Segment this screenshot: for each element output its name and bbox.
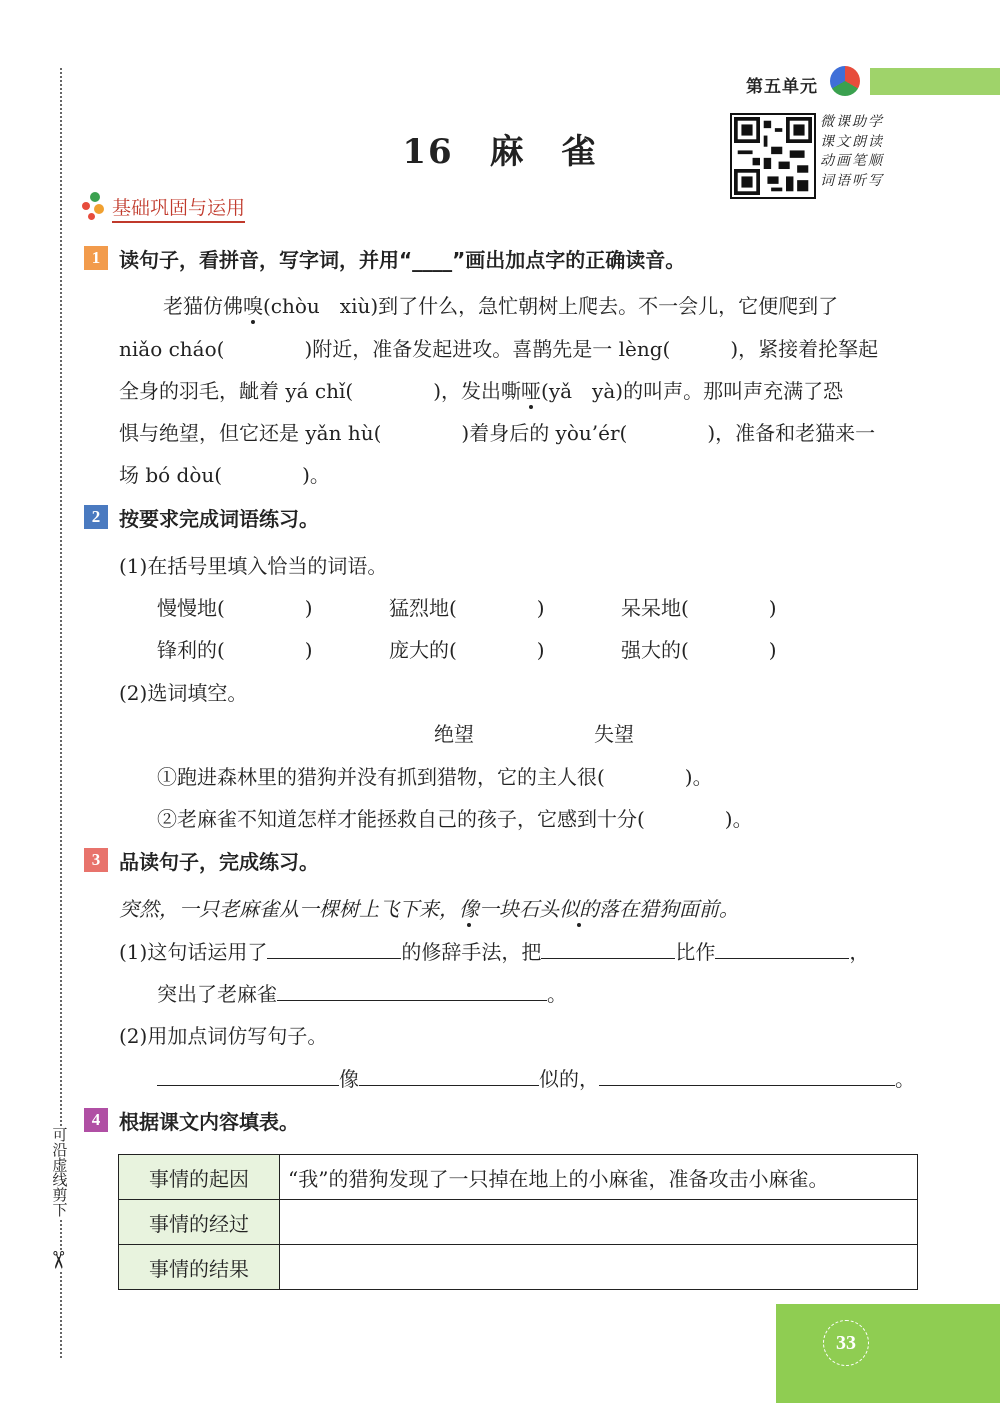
text: niǎo cháo( [119,337,225,361]
passage-line [119,417,875,446]
question-title: 根据课文内容填表。 [119,1110,299,1134]
text: )，发出嘶 [433,379,522,403]
section-bullet-icon [82,192,108,220]
answer-blank[interactable] [670,337,730,361]
text: 惧与绝望，但它还是 yǎn hù( [119,421,382,445]
dotted-char: 嗅 [243,294,263,318]
table-row [119,1200,918,1245]
text: 突然，一只老麻雀从一棵树上飞下来， [119,897,459,921]
text: )，准备和老猫来一 [707,421,876,445]
text: )着身后的 yòu’ér( [461,421,628,445]
scissors-icon: ✂ [44,1249,73,1271]
question-number: 3 [84,848,108,872]
question-number: 4 [84,1108,108,1132]
text: 像 [339,1067,359,1091]
table-row [119,1245,918,1290]
answer-blank[interactable] [353,379,433,403]
answer-blank[interactable] [715,940,849,959]
text: 似的， [539,1067,599,1091]
answer-blank[interactable] [222,463,302,487]
page-footer-block [776,1304,1000,1403]
answer-cell[interactable] [280,1200,918,1245]
passage-line [119,375,843,404]
qr-line: 词语听写 [820,172,884,189]
dotted-char: 哑 [521,379,542,403]
passage-line [163,290,838,319]
text: 一块石头 [479,897,559,921]
word-blank[interactable]: 猛烈地( ) [389,596,545,620]
unit-label: 第五单元 [746,77,818,97]
text: 老猫仿佛 [163,294,243,318]
sub-question-cont [157,978,567,1007]
lesson-title: 16 麻 雀 [402,132,598,172]
text: 场 bó dòu( [119,463,223,487]
fill-item[interactable]: ②老麻雀不知道怎样才能拯救自己的孩子，它感到十分( )。 [157,807,753,831]
text: 。 [547,982,567,1006]
dotted-word: 似的 [559,897,599,921]
answer-blank[interactable] [541,940,675,959]
page-number: 33 [823,1320,869,1366]
text: )，紧接着抡拏起 [730,337,879,361]
qr-line: 课文朗读 [820,133,884,150]
word-choice: 绝望 [434,722,474,746]
answer-blank[interactable] [359,1067,539,1086]
text: )。 [302,463,330,487]
question-title: 按要求完成词语练习。 [119,507,319,531]
word-blank[interactable]: 庞大的( ) [389,638,545,662]
dotted-word: 像 [459,897,479,921]
sub-question: (2)选词填空。 [119,681,248,705]
text: (chòu xiù)到了什么，急忙朝树上爬去。不一会儿，它便爬到了 [263,294,839,318]
qr-code-icon[interactable] [730,113,816,199]
answer-cell[interactable] [280,1245,918,1290]
text: 全身的羽毛，龇着 yá chǐ( [119,379,354,403]
answer-blank[interactable] [267,940,401,959]
text: 的修辞手法，把 [401,940,542,964]
text: 比作 [675,940,716,964]
answer-blank[interactable] [599,1067,895,1086]
text: 突出了老麻雀 [157,982,277,1006]
question-number: 2 [84,505,108,529]
unit-bar [870,68,1000,95]
story-table [118,1154,918,1290]
qr-description [820,113,884,191]
word-blank[interactable]: 锋利的( ) [157,638,313,662]
answer-blank[interactable] [627,421,707,445]
section-heading: 基础巩固与运用 [112,193,245,223]
word-blank[interactable]: 慢慢地( ) [157,596,313,620]
unit-ball-icon [830,66,860,96]
quoted-sentence [119,893,739,922]
row-label: 事情的结果 [119,1245,280,1290]
text: (1)这句话运用了 [119,940,268,964]
row-label: 事情的经过 [119,1200,280,1245]
row-label: 事情的起因 [119,1155,280,1200]
question-number: 1 [84,246,108,270]
fill-item[interactable]: ①跑进森林里的猎狗并没有抓到猎物，它的主人很( )。 [157,765,713,789]
table-row [119,1155,918,1200]
question-title: 品读句子，完成练习。 [119,850,319,874]
sub-question: (1)在括号里填入恰当的词语。 [119,554,388,578]
question-title: 读句子，看拼音，写字词，并用“____”画出加点字的正确读音。 [119,248,686,272]
text: 落在猎狗面前。 [599,897,739,921]
word-choice: 失望 [594,722,634,746]
sub-question: (2)用加点词仿写句子。 [119,1024,328,1048]
answer-blank[interactable] [277,982,547,1001]
cut-instruction: 可沿虚线剪下 [50,1128,70,1218]
answer-blank[interactable] [224,337,304,361]
qr-line: 微课助学 [820,114,884,130]
word-blank[interactable]: 强大的( ) [621,638,777,662]
sub-question [119,936,869,965]
passage-line [119,333,878,362]
text: )附近，准备发起进攻。喜鹊先是一 lèng( [304,337,671,361]
text: ， [849,940,870,964]
answer-blank[interactable] [157,1067,339,1086]
row-value: “我”的猎狗发现了一只掉在地上的小麻雀，准备攻击小麻雀。 [280,1155,918,1200]
answer-blank[interactable] [381,421,461,445]
imitation-line [157,1063,915,1092]
passage-line [119,459,330,488]
word-blank[interactable]: 呆呆地( ) [621,596,777,620]
qr-line: 动画笔顺 [820,153,884,169]
text: (yǎ yà)的叫声。那叫声充满了恐 [541,379,844,403]
text: 。 [895,1067,915,1091]
